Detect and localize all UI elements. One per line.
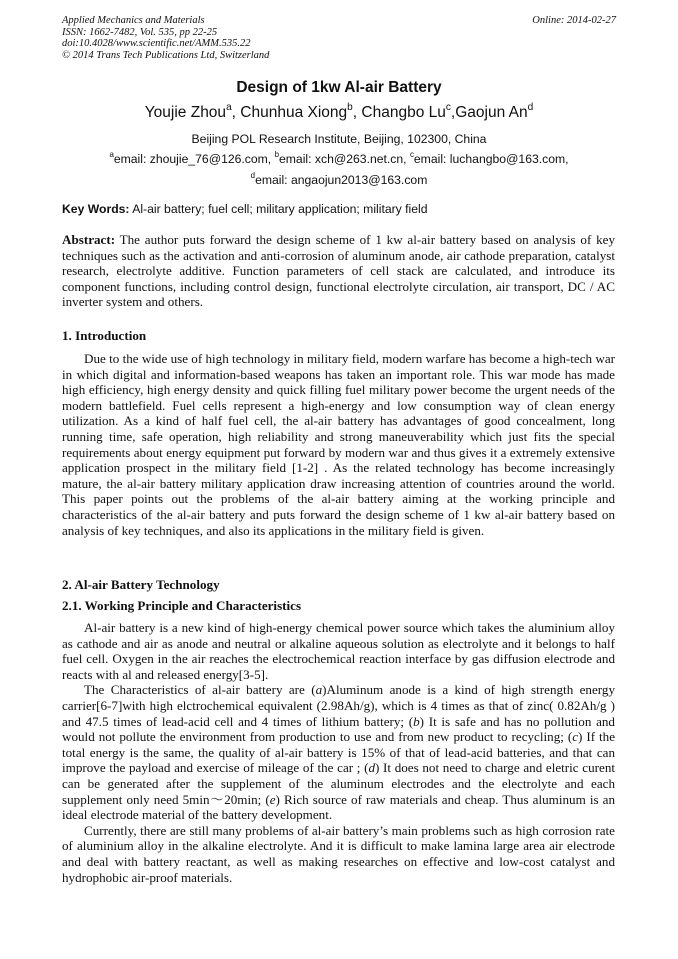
author-mark: d [527, 102, 534, 113]
abstract [62, 232, 615, 310]
keywords-text: Al-air battery; fuel cell; military application; military field [129, 202, 428, 216]
email-mark: c [409, 150, 414, 159]
abstract-text: The author puts forward the design scheme of 1 kw al-air battery based on analysis of key techniques such as the activation and anti-corrosion of aluminum anode, air cathode preparation, catalyst research, electrolyte additive. Function parameters of cell stack are calculated, and introduce its component functions, including control design, functional electrolyte circulation, air transport, DC / AC inverter system and others. [62, 232, 615, 310]
email-mark: d [250, 171, 256, 180]
item-letter: a [315, 682, 323, 698]
email-text: email: angaojun2013@163.com [255, 173, 428, 187]
subsection-heading: 2.1. Working Principle and Characteristics [62, 598, 302, 613]
text-run: ) If the total energy is the same, the quality of al-air battery is 15% of that of lead-acid batteries, and that can improve the payload and exercise of mileage of the car ; ( [62, 729, 616, 776]
author-list [62, 104, 616, 122]
item-letter: b [413, 713, 420, 729]
item-letter: d [368, 760, 376, 776]
paragraph: Al-air battery is a new kind of high-energy chemical power source which takes the aluminium alloy as cathode and air as anode and neutral or alkaline aqueous solution as electrolyte and it belongs to half fuel cell. Oxygen in the air reaches the electrochemical reaction interface by gas diffusion electrode and reacts with al and released energy[3-5]. [62, 620, 615, 682]
introduction-body [62, 351, 615, 538]
paragraph [62, 682, 615, 822]
copyright-line: © 2014 Trans Tech Publications Ltd, Switzerland [62, 49, 270, 61]
author-name: Chunhua Xiong [240, 104, 348, 121]
email-line [62, 173, 616, 187]
text-run: The Characteristics of al-air battery are ( [84, 682, 316, 698]
author-mark: b [347, 102, 353, 113]
affiliation: Beijing POL Research Institute, Beijing, 102300, China [191, 132, 487, 146]
journal-header [62, 15, 616, 61]
author-mark: c [445, 102, 451, 113]
author-name: Youjie Zhou [144, 104, 227, 121]
item-letter: c [572, 729, 579, 745]
author-separator: , [231, 104, 241, 121]
email-text: email: zhoujie_76@126.com, [113, 152, 275, 166]
author-mark: a [226, 102, 232, 113]
online-date: Online: 2014-02-27 [532, 15, 616, 26]
journal-name: Applied Mechanics and Materials [62, 15, 205, 26]
section2-body [62, 620, 615, 885]
email-line [62, 152, 616, 166]
abstract-label: Abstract: [62, 232, 116, 247]
text-run: )Aluminum anode is a kind of high strength energy carrier[6-7]with high elctrochemical equivalent (2.98Ah/g), which is 4 times as that of zinc( 0.82Ah/g ) and 47.5 times of lead-acid cell and 4 times of lithium battery; ( [62, 682, 615, 729]
item-letter: e [269, 791, 276, 807]
text-run: ) It is safe and has no pollution and would not pollute the environment from production to use and from new product to recycling; ( [62, 713, 615, 745]
author-separator: , [352, 104, 362, 121]
author-name: Changbo Lu [361, 104, 446, 121]
keywords [62, 202, 616, 216]
keywords-label: Key Words: [62, 202, 130, 216]
email-text: email: luchangbo@163.com, [413, 152, 569, 166]
email-mark: b [274, 150, 279, 159]
text-run: ) Rich source of raw materials and cheap. Thus aluminum is an ideal electrode material of the battery development. [62, 791, 615, 823]
doi-line: doi:10.4028/www.scientific.net/AMM.535.22 [62, 38, 251, 49]
issn-line: ISSN: 1662-7482, Vol. 535, pp 22-25 [62, 26, 218, 38]
author-separator: , [450, 104, 456, 121]
paper-title: Design of 1kw Al-air Battery [236, 79, 442, 96]
paragraph: Currently, there are still many problems of al-air battery’s main problems such as high corrosion rate of aluminium alloy in the alkaline electrolyte. And it is difficult to make lamina large area air electrode and deal with battery reactant, as well as making researches on effective and low-cost catalyst and hydrophobic air-proof materials. [62, 822, 615, 885]
paragraph: Due to the wide use of high technology in military field, modern warfare has become a high-tech war in which digital and information-based weapons has taken an important role. This war mode has made high efficiency, high energy density and quick filling fuel military power become the urgent needs of the modern battlefield. Fuel cells represent a high-energy and low consumption way of clean energy utilization. As a kind of half fuel cell, the al-air battery has advantages of good concealment, long running time, safe operation, high reliability and strong maneuverability which just fits the special requirements about energy equipment put forward by modern war and thus gives it a extremely extensive application prospect in the military field [1-2] . As the related technology has become increasingly mature, the al-air battery military application draw increasing attention of countries around the world. This paper points out the problems of the al-air battery aiming at the working principle and characteristics of the al-air battery and puts forward the design scheme of 1 kw al-air battery based on analysis of key techniques, and also its applications in the military field is given. [62, 351, 615, 538]
section-heading: 2. Al-air Battery Technology [62, 577, 220, 592]
author-name: Gaojun An [455, 104, 528, 121]
email-mark: a [109, 150, 114, 159]
text-run: ) It does not need to charge and eletric curent can be generated after the supplement of the aluminum electrodes and the electrolyte and each supplement only need 5min～20min; ( [62, 760, 616, 807]
section-heading: 1. Introduction [62, 328, 147, 343]
email-text: email: xch@263.net.cn, [279, 152, 410, 166]
